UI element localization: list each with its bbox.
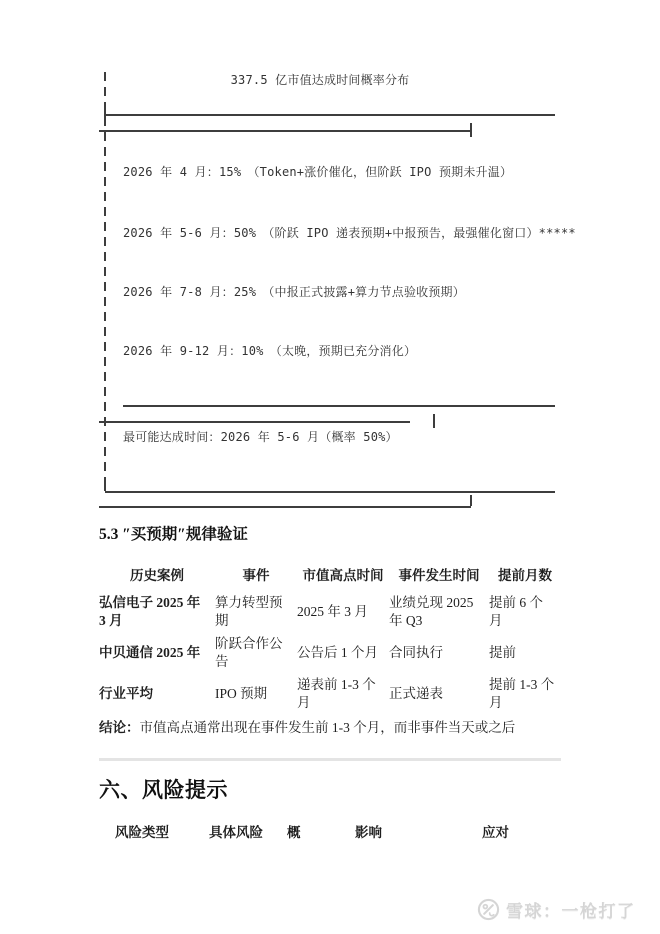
conclusion-line [99, 716, 569, 736]
box-top-border-line-1 [105, 114, 555, 116]
table-cell: 提前 [489, 644, 516, 660]
conclusion-text: 市值高点通常出现在事件发生前 1-3 个月，而非事件当天或之后 [139, 720, 516, 735]
section-5-3-heading: 5.3 ″买预期″规律验证 [99, 526, 248, 543]
risk-col-header-detail: 具体风险 [209, 825, 263, 840]
prob-row-2026-sep-dec: 2026 年 9-12 月：10% （太晚，预期已充分消化） [123, 344, 417, 358]
table-cell: 算力转型预期 [215, 594, 283, 628]
prob-chart-title: 337.5 亿市值达成时间概率分布 [230, 73, 410, 87]
risk-col-header-impact: 影响 [355, 825, 382, 840]
table-cell: IPO 预期 [215, 685, 268, 701]
col-header-history-case: 历史案例 [130, 568, 184, 583]
box-mid-divider-line-1 [123, 405, 555, 407]
table-cell: 业绩兑现 2025 年 Q3 [389, 594, 474, 628]
prob-summary: 最可能达成时间：2026 年 5-6 月（概率 50%） [123, 430, 398, 444]
col-header-lead-months: 提前月数 [498, 568, 552, 583]
table-cell: 阶跃合作公告 [215, 635, 283, 669]
col-header-event: 事件 [242, 568, 270, 583]
section-divider [99, 758, 561, 761]
table-cell: 弘信电子 2025 年 3 月 [99, 594, 201, 628]
table-cell: 正式递表 [389, 685, 443, 701]
prob-row-2026-jul-aug: 2026 年 7-8 月：25% （中报正式披露+算力节点验收预期） [123, 285, 465, 299]
box-top-right-tick [470, 123, 472, 137]
risk-col-header-prob: 概 [287, 825, 301, 840]
table-cell: 行业平均 [99, 685, 153, 701]
table-cell: 2025 年 3 月 [297, 603, 368, 619]
xueqiu-watermark [477, 897, 636, 922]
risk-col-header-type: 风险类型 [115, 825, 169, 840]
table-cell: 提前 6 个月 [489, 594, 543, 628]
risk-col-header-response: 应对 [482, 825, 509, 840]
conclusion-label: 结论： [99, 720, 140, 735]
section-6-heading: 六、风险提示 [99, 778, 228, 802]
xueqiu-logo-icon [477, 898, 500, 921]
box-bottom-border-line-1 [105, 491, 555, 493]
table-cell: 公告后 1 个月 [297, 644, 378, 660]
col-header-cap-peak-time: 市值高点时间 [302, 568, 384, 583]
table-cell: 中贝通信 2025 年 [99, 644, 201, 660]
box-mid-divider-line-2 [99, 421, 410, 423]
box-bottom-right-corner-tick [470, 495, 472, 506]
box-top-left-tick [104, 107, 106, 121]
prob-row-2026-apr: 2026 年 4 月：15% （Token+涨价催化，但阶跃 IPO 预期未升温） [123, 165, 513, 179]
box-left-dashed-border [104, 72, 106, 491]
expectation-rule-table [99, 563, 561, 714]
table-cell: 提前 1-3 个月 [489, 676, 555, 710]
box-bottom-border-line-2 [99, 506, 471, 508]
box-top-border-line-2 [99, 130, 471, 132]
prob-row-2026-may-jun: 2026 年 5-6 月：50% （阶跃 IPO 递表预期+中报预告，最强催化窗口）***** [123, 226, 576, 240]
col-header-event-time: 事件发生时间 [398, 568, 480, 583]
table-cell: 合同执行 [389, 644, 443, 660]
watermark-text: 雪球：一枪打了 [506, 902, 636, 921]
table-cell: 递表前 1-3 个月 [297, 676, 376, 710]
box-mid-right-tick [433, 414, 435, 428]
box-bottom-left-corner-tick [104, 480, 106, 491]
